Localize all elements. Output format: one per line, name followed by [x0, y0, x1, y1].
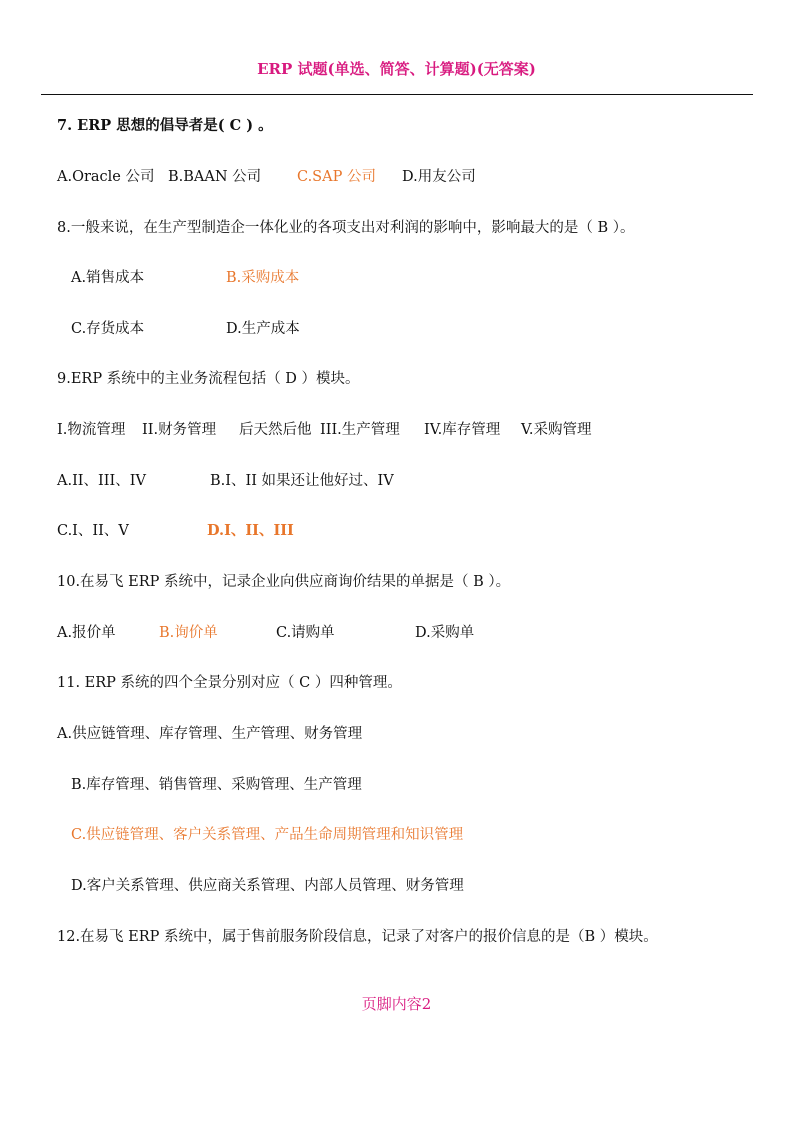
question-11-option-b: B.库存管理、销售管理、采购管理、生产管理 [71, 777, 362, 793]
question-9-option-c: C.I、II、V [57, 523, 129, 539]
question-9-item-1: I.物流管理 [57, 422, 126, 438]
question-7-option-d: D.用友公司 [402, 169, 476, 185]
question-11-option-d: D.客户关系管理、供应商关系管理、内部人员管理、财务管理 [71, 878, 464, 894]
question-12-stem: 12.在易飞 ERP 系统中，属于售前服务阶段信息，记录了对客户的报价信息的是（B ）模块。 [57, 929, 658, 945]
question-9-option-b: B.I、II 如果还让他好过、IV [210, 473, 394, 489]
question-11-option-a: A.供应链管理、库存管理、生产管理、财务管理 [57, 726, 363, 742]
question-7-option-a: A.Oracle 公司 [57, 169, 155, 185]
question-11-option-c-answer: C.供应链管理、客户关系管理、产品生命周期管理和知识管理 [71, 827, 464, 843]
question-10-option-a: A.报价单 [57, 625, 116, 641]
question-9-item-5: V.采购管理 [521, 422, 592, 438]
question-8-option-c: C.存货成本 [71, 321, 145, 337]
question-8-stem: 8.一般来说，在生产型制造企一体化业的各项支出对利润的影响中，影响最大的是（ B ）。 [57, 220, 635, 236]
question-10-option-b-answer: B.询价单 [159, 625, 218, 641]
page-footer: 页脚内容2 [361, 995, 432, 1013]
question-9-item-2: II.财务管理 [142, 422, 217, 438]
page-header-title: ERP 试题(单选、简答、计算题)(无答案) [257, 60, 536, 78]
question-8-option-b-answer: B.采购成本 [226, 270, 300, 286]
question-8-option-d: D.生产成本 [226, 321, 300, 337]
question-9-item-3: III.生产管理 [320, 422, 400, 438]
question-9-option-d-answer: D.I、II、III [207, 522, 294, 539]
question-7-option-b: B.BAAN 公司 [168, 169, 262, 185]
question-10-option-c: C.请购单 [276, 625, 335, 641]
question-9-item-note: 后天然后他 [239, 422, 312, 438]
question-9-item-4: IV.库存管理 [424, 422, 501, 438]
question-8-option-a: A.销售成本 [71, 270, 145, 286]
question-7-stem: 7. ERP 思想的倡导者是( C ) 。 [57, 117, 273, 134]
question-9-stem: 9.ERP 系统中的主业务流程包括（ D ）模块。 [57, 371, 360, 387]
header-divider [41, 94, 753, 95]
question-9-option-a: A.II、III、IV [57, 473, 146, 489]
question-10-option-d: D.采购单 [415, 625, 475, 641]
question-10-stem: 10.在易飞 ERP 系统中，记录企业向供应商询价结果的单据是（ B ）。 [57, 574, 511, 590]
question-11-stem: 11. ERP 系统的四个全景分别对应（ C ）四种管理。 [57, 675, 402, 691]
question-7-option-c-answer: C.SAP 公司 [297, 169, 376, 185]
